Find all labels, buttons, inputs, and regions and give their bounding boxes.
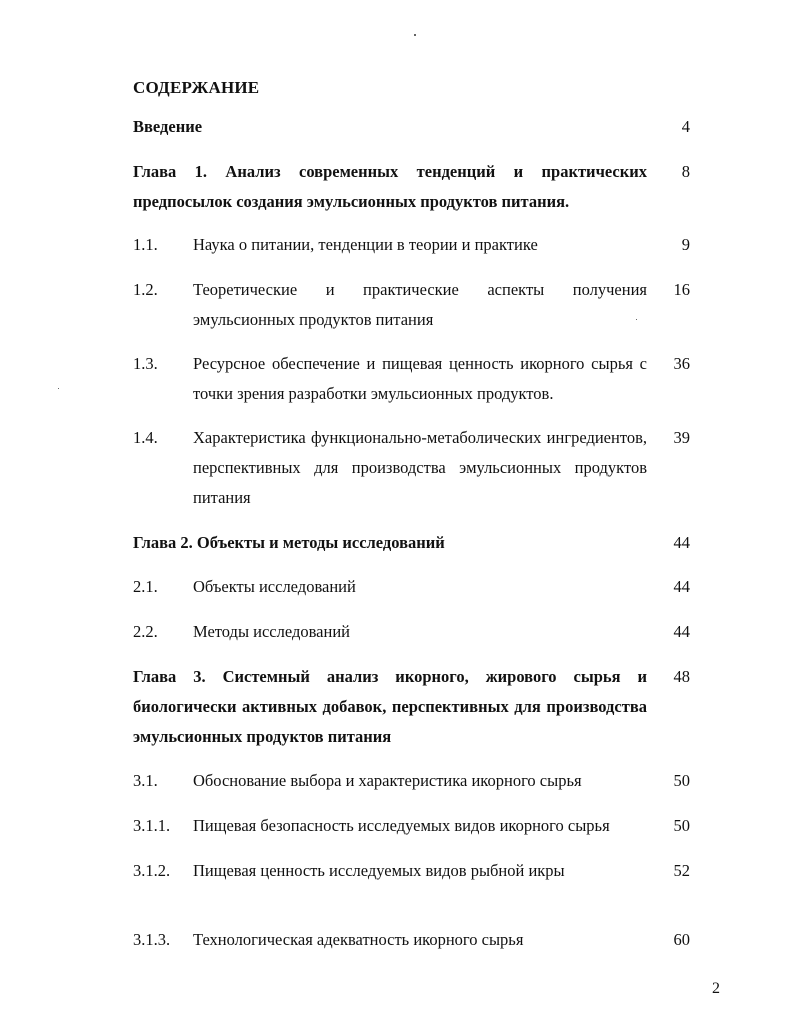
toc-entry-number: 1.1. bbox=[133, 235, 158, 254]
toc-entry-title: Наука о питании, тенденции в теории и практике bbox=[193, 235, 538, 254]
toc-entry-page: 50 bbox=[673, 816, 690, 835]
toc-entry-section-1-4 bbox=[133, 423, 693, 513]
toc-entry-section-1-2 bbox=[133, 275, 693, 335]
scan-speck bbox=[58, 388, 59, 389]
toc-entry-section-2-1 bbox=[133, 572, 693, 602]
toc-entry-page: 8 bbox=[681, 162, 690, 181]
toc-entry-chapter-1 bbox=[133, 157, 693, 217]
toc-entry-title: Глава 1. Анализ современных тенденций и практических предпосылок создания эмульсионных продуктов питания. bbox=[133, 162, 647, 211]
toc-entry-chapter-3 bbox=[133, 662, 693, 752]
toc-entry-number: 2.1. bbox=[133, 577, 158, 596]
toc-entry-page: 60 bbox=[673, 930, 690, 949]
toc-entry-page: 44 bbox=[673, 577, 690, 596]
toc-entry-chapter-2 bbox=[133, 528, 693, 558]
toc-entry-title: Глава 2. Объекты и методы исследований bbox=[133, 533, 445, 552]
scan-speck bbox=[636, 319, 637, 320]
toc-entry-page: 44 bbox=[673, 533, 690, 552]
toc-heading: СОДЕРЖАНИЕ bbox=[133, 78, 260, 97]
toc-entry-number: 3.1.3. bbox=[133, 930, 171, 949]
toc-entry-title: Пищевая безопасность исследуемых видов икорного сырья bbox=[193, 816, 610, 835]
page-number: 2 bbox=[712, 980, 720, 997]
toc-entry-page: 48 bbox=[673, 667, 690, 686]
toc-entry-section-1-3 bbox=[133, 349, 693, 409]
toc-entry-introduction bbox=[133, 112, 693, 142]
toc-entry-number: 1.2. bbox=[133, 280, 158, 299]
toc-entry-title: Обоснование выбора и характеристика икорного сырья bbox=[193, 771, 582, 790]
toc-entry-title: Методы исследований bbox=[193, 622, 350, 641]
toc-entry-page: 52 bbox=[673, 861, 690, 880]
toc-entry-section-3-1-2 bbox=[133, 856, 693, 886]
toc-entry-section-1-1 bbox=[133, 230, 693, 260]
toc-entry-title: Пищевая ценность исследуемых видов рыбной икры bbox=[193, 861, 565, 880]
toc-entry-section-2-2 bbox=[133, 617, 693, 647]
toc-entry-page: 16 bbox=[673, 280, 690, 299]
toc-entry-page: 44 bbox=[673, 622, 690, 641]
toc-entry-title: Технологическая адекватность икорного сырья bbox=[193, 930, 524, 949]
toc-entry-title: Глава 3. Системный анализ икорного, жирового сырья и биологически активных добавок, перспективных для производства эмульсионных продуктов питания bbox=[133, 667, 647, 746]
toc-entry-title: Объекты исследований bbox=[193, 577, 356, 596]
toc-entry-page: 36 bbox=[673, 354, 690, 373]
toc-entry-number: 3.1.2. bbox=[133, 861, 171, 880]
toc-entry-title: Ресурсное обеспечение и пищевая ценность икорного сырья с точки зрения разработки эмульсионных продуктов. bbox=[193, 354, 647, 403]
toc-entry-title: Характеристика функционально-метаболических ингредиентов, перспективных для производства эмульсионных продуктов питания bbox=[193, 428, 647, 507]
toc-entry-section-3-1 bbox=[133, 766, 693, 796]
toc-entry-page: 9 bbox=[681, 235, 690, 254]
toc-entry-page: 50 bbox=[673, 771, 690, 790]
toc-entry-number: 3.1.1. bbox=[133, 816, 171, 835]
toc-entry-number: 1.4. bbox=[133, 428, 158, 447]
toc-entry-page: 4 bbox=[681, 117, 690, 136]
toc-entry-number: 1.3. bbox=[133, 354, 158, 373]
toc-entry-section-3-1-1 bbox=[133, 811, 693, 841]
scan-speck bbox=[414, 34, 416, 36]
toc-entry-title: Введение bbox=[133, 117, 203, 136]
toc-entry-section-3-1-3 bbox=[133, 925, 693, 955]
toc-entry-number: 2.2. bbox=[133, 622, 158, 641]
toc-entry-page: 39 bbox=[673, 428, 690, 447]
toc-entry-title: Теоретические и практические аспекты получения эмульсионных продуктов питания bbox=[193, 280, 647, 329]
toc-entry-number: 3.1. bbox=[133, 771, 158, 790]
